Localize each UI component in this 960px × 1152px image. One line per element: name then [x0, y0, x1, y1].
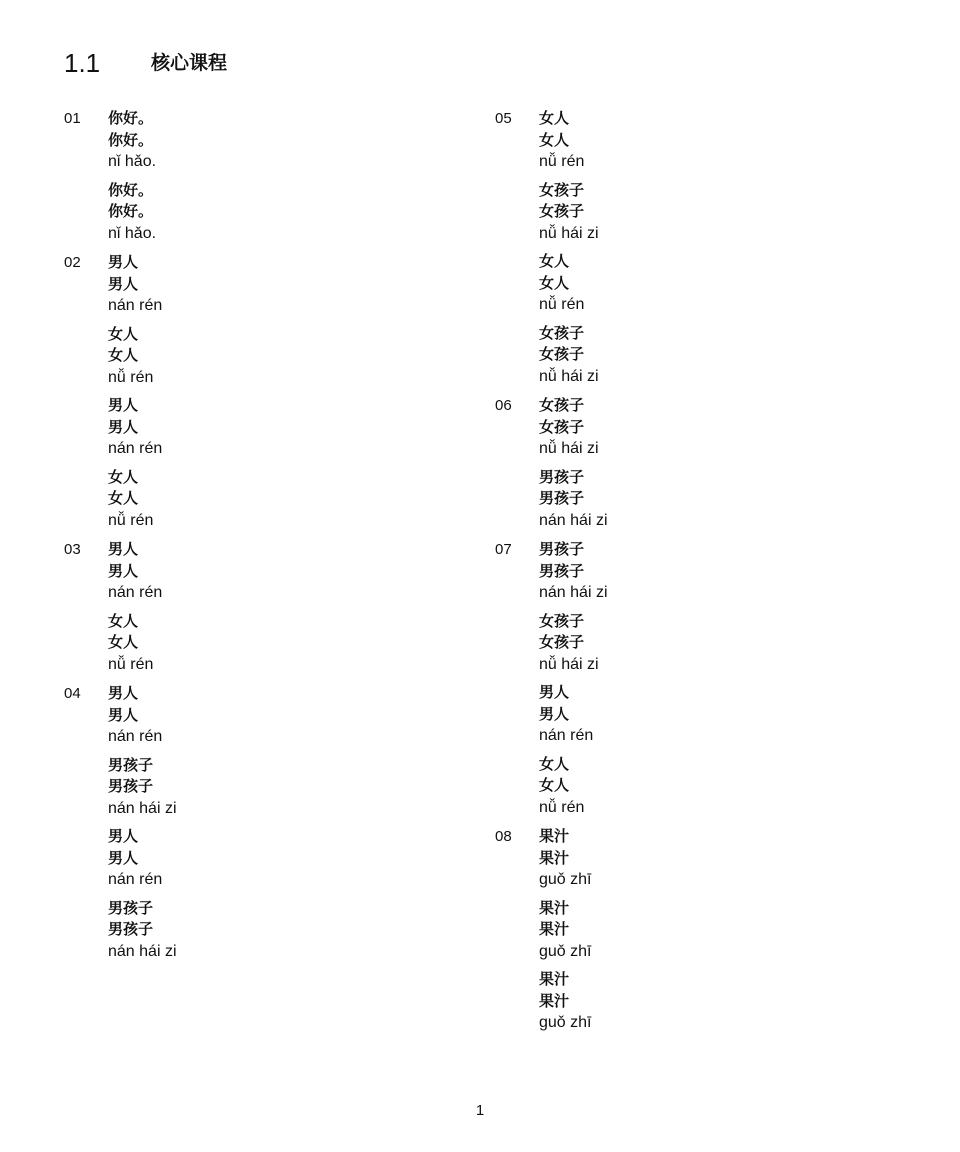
lesson-section [64, 683, 484, 962]
hanzi-line: 男人 [108, 827, 139, 845]
vocab-entry [108, 395, 484, 460]
pinyin-line: nán rén [539, 727, 594, 744]
pinyin-line: nǚ rén [108, 368, 154, 386]
vocab-entry [539, 180, 915, 245]
pinyin-line: nán hái zi [539, 584, 608, 601]
lesson-number: 06 [495, 397, 512, 414]
hanzi-line: 女人 [108, 346, 139, 364]
hanzi-line: 男孩子 [108, 755, 154, 774]
vocab-entry [108, 108, 484, 173]
hanzi-line: 果汁 [539, 970, 570, 988]
pinyin-line: nán rén [108, 871, 163, 888]
hanzi-line: 女人 [539, 776, 570, 794]
pinyin-line: nǚ rén [539, 296, 585, 313]
hanzi-line: 男孩子 [539, 489, 585, 507]
hanzi-line: 你好。 [108, 130, 154, 149]
vocab-entry [539, 251, 915, 316]
pinyin-line: nǚ hái zi [539, 440, 599, 457]
vocab-entry [108, 324, 484, 389]
section-number: 1.1 [64, 48, 101, 78]
hanzi-line: 男人 [108, 274, 139, 293]
hanzi-line: 女人 [108, 611, 139, 630]
hanzi-line: 男人 [539, 704, 570, 723]
vocab-entry [539, 969, 915, 1034]
pinyin-line: nán rén [108, 728, 163, 745]
lesson-section [495, 826, 915, 1034]
vocab-entry [108, 826, 484, 891]
pinyin-line: nán hái zi [539, 511, 608, 529]
page-title: 核心课程 [151, 52, 228, 74]
pinyin-line: nǐ hǎo. [108, 153, 157, 170]
hanzi-line: 女孩子 [539, 611, 585, 630]
lesson-section [495, 108, 915, 387]
pinyin-line: nǚ rén [539, 153, 585, 170]
pinyin-line: nǚ hái zi [539, 655, 599, 673]
vocab-entry [539, 611, 915, 676]
vocab-entry [539, 826, 915, 891]
pinyin-line: nán rén [108, 584, 163, 601]
pinyin-line: nǚ rén [108, 511, 154, 529]
lesson-number: 04 [64, 685, 81, 702]
hanzi-line: 男孩子 [108, 920, 154, 938]
vocab-entry [539, 108, 915, 173]
hanzi-line: 果汁 [539, 848, 570, 867]
pinyin-line: nǚ rén [539, 798, 585, 816]
hanzi-line: 女人 [539, 754, 570, 773]
left-column [64, 108, 484, 970]
hanzi-line: 女人 [539, 273, 570, 292]
pinyin-line: guǒ zhī [539, 942, 592, 960]
vocab-entry [108, 252, 484, 317]
hanzi-line: 女人 [108, 489, 139, 507]
hanzi-line: 男人 [108, 848, 139, 867]
pinyin-line: guǒ zhī [539, 1014, 592, 1031]
hanzi-line: 果汁 [539, 827, 570, 845]
pinyin-line: nǚ hái zi [539, 224, 599, 242]
pinyin-line: nán hái zi [108, 799, 177, 817]
hanzi-line: 男人 [108, 396, 139, 414]
hanzi-line: 果汁 [539, 991, 570, 1010]
hanzi-line: 女人 [539, 130, 570, 149]
hanzi-line: 男人 [108, 253, 139, 271]
lesson-number: 05 [495, 110, 512, 127]
page-number: 1 [475, 1102, 485, 1119]
pinyin-line: nǚ rén [108, 655, 154, 673]
vocab-entry [539, 539, 915, 604]
hanzi-line: 女孩子 [539, 202, 585, 220]
vocab-entry [539, 467, 915, 532]
hanzi-line: 男孩子 [108, 777, 154, 795]
vocab-entry [539, 754, 915, 819]
hanzi-line: 男孩子 [539, 561, 585, 580]
hanzi-line: 男孩子 [539, 467, 585, 486]
hanzi-line: 果汁 [539, 898, 570, 917]
hanzi-line: 男人 [108, 540, 139, 558]
vocab-entry [108, 611, 484, 676]
hanzi-line: 男人 [108, 705, 139, 724]
lesson-section [64, 108, 484, 244]
lesson-number: 07 [495, 541, 512, 558]
pinyin-line: guǒ zhī [539, 871, 592, 888]
vocab-entry [108, 683, 484, 748]
lesson-number: 01 [64, 110, 81, 127]
right-column [495, 108, 915, 1042]
hanzi-line: 男人 [108, 561, 139, 580]
pinyin-line: nǚ hái zi [539, 367, 599, 385]
lesson-number: 02 [64, 254, 81, 271]
vocab-entry [539, 323, 915, 388]
hanzi-line: 女人 [108, 633, 139, 651]
pinyin-line: nán rén [108, 440, 163, 457]
hanzi-line: 女人 [108, 467, 139, 486]
pinyin-line: nǐ hǎo. [108, 224, 157, 242]
pinyin-line: nán rén [108, 297, 163, 314]
lesson-section [495, 395, 915, 531]
hanzi-line: 男人 [539, 683, 570, 701]
hanzi-line: 女人 [539, 109, 570, 127]
hanzi-line: 男孩子 [539, 540, 585, 558]
vocab-entry [108, 539, 484, 604]
vocab-entry [539, 898, 915, 963]
hanzi-line: 女孩子 [539, 633, 585, 651]
hanzi-line: 女人 [539, 252, 570, 270]
hanzi-line: 女孩子 [539, 417, 585, 436]
hanzi-line: 男人 [108, 417, 139, 436]
hanzi-line: 女孩子 [539, 180, 585, 199]
lesson-section [495, 539, 915, 818]
lesson-number: 08 [495, 828, 512, 845]
lesson-number: 03 [64, 541, 81, 558]
vocab-entry [108, 180, 484, 245]
hanzi-line: 女孩子 [539, 345, 585, 363]
hanzi-line: 果汁 [539, 920, 570, 938]
hanzi-line: 你好。 [108, 202, 154, 220]
vocab-entry [108, 755, 484, 820]
lesson-section [64, 252, 484, 531]
hanzi-line: 你好。 [108, 180, 154, 199]
pinyin-line: nán hái zi [108, 942, 177, 960]
hanzi-line: 男孩子 [108, 898, 154, 917]
hanzi-line: 男人 [108, 684, 139, 702]
vocab-entry [108, 898, 484, 963]
lesson-section [64, 539, 484, 675]
vocab-entry [108, 467, 484, 532]
vocab-entry [539, 682, 915, 747]
hanzi-line: 女孩子 [539, 323, 585, 342]
hanzi-line: 你好。 [108, 109, 154, 127]
hanzi-line: 女人 [108, 324, 139, 343]
hanzi-line: 女孩子 [539, 396, 585, 414]
vocab-entry [539, 395, 915, 460]
